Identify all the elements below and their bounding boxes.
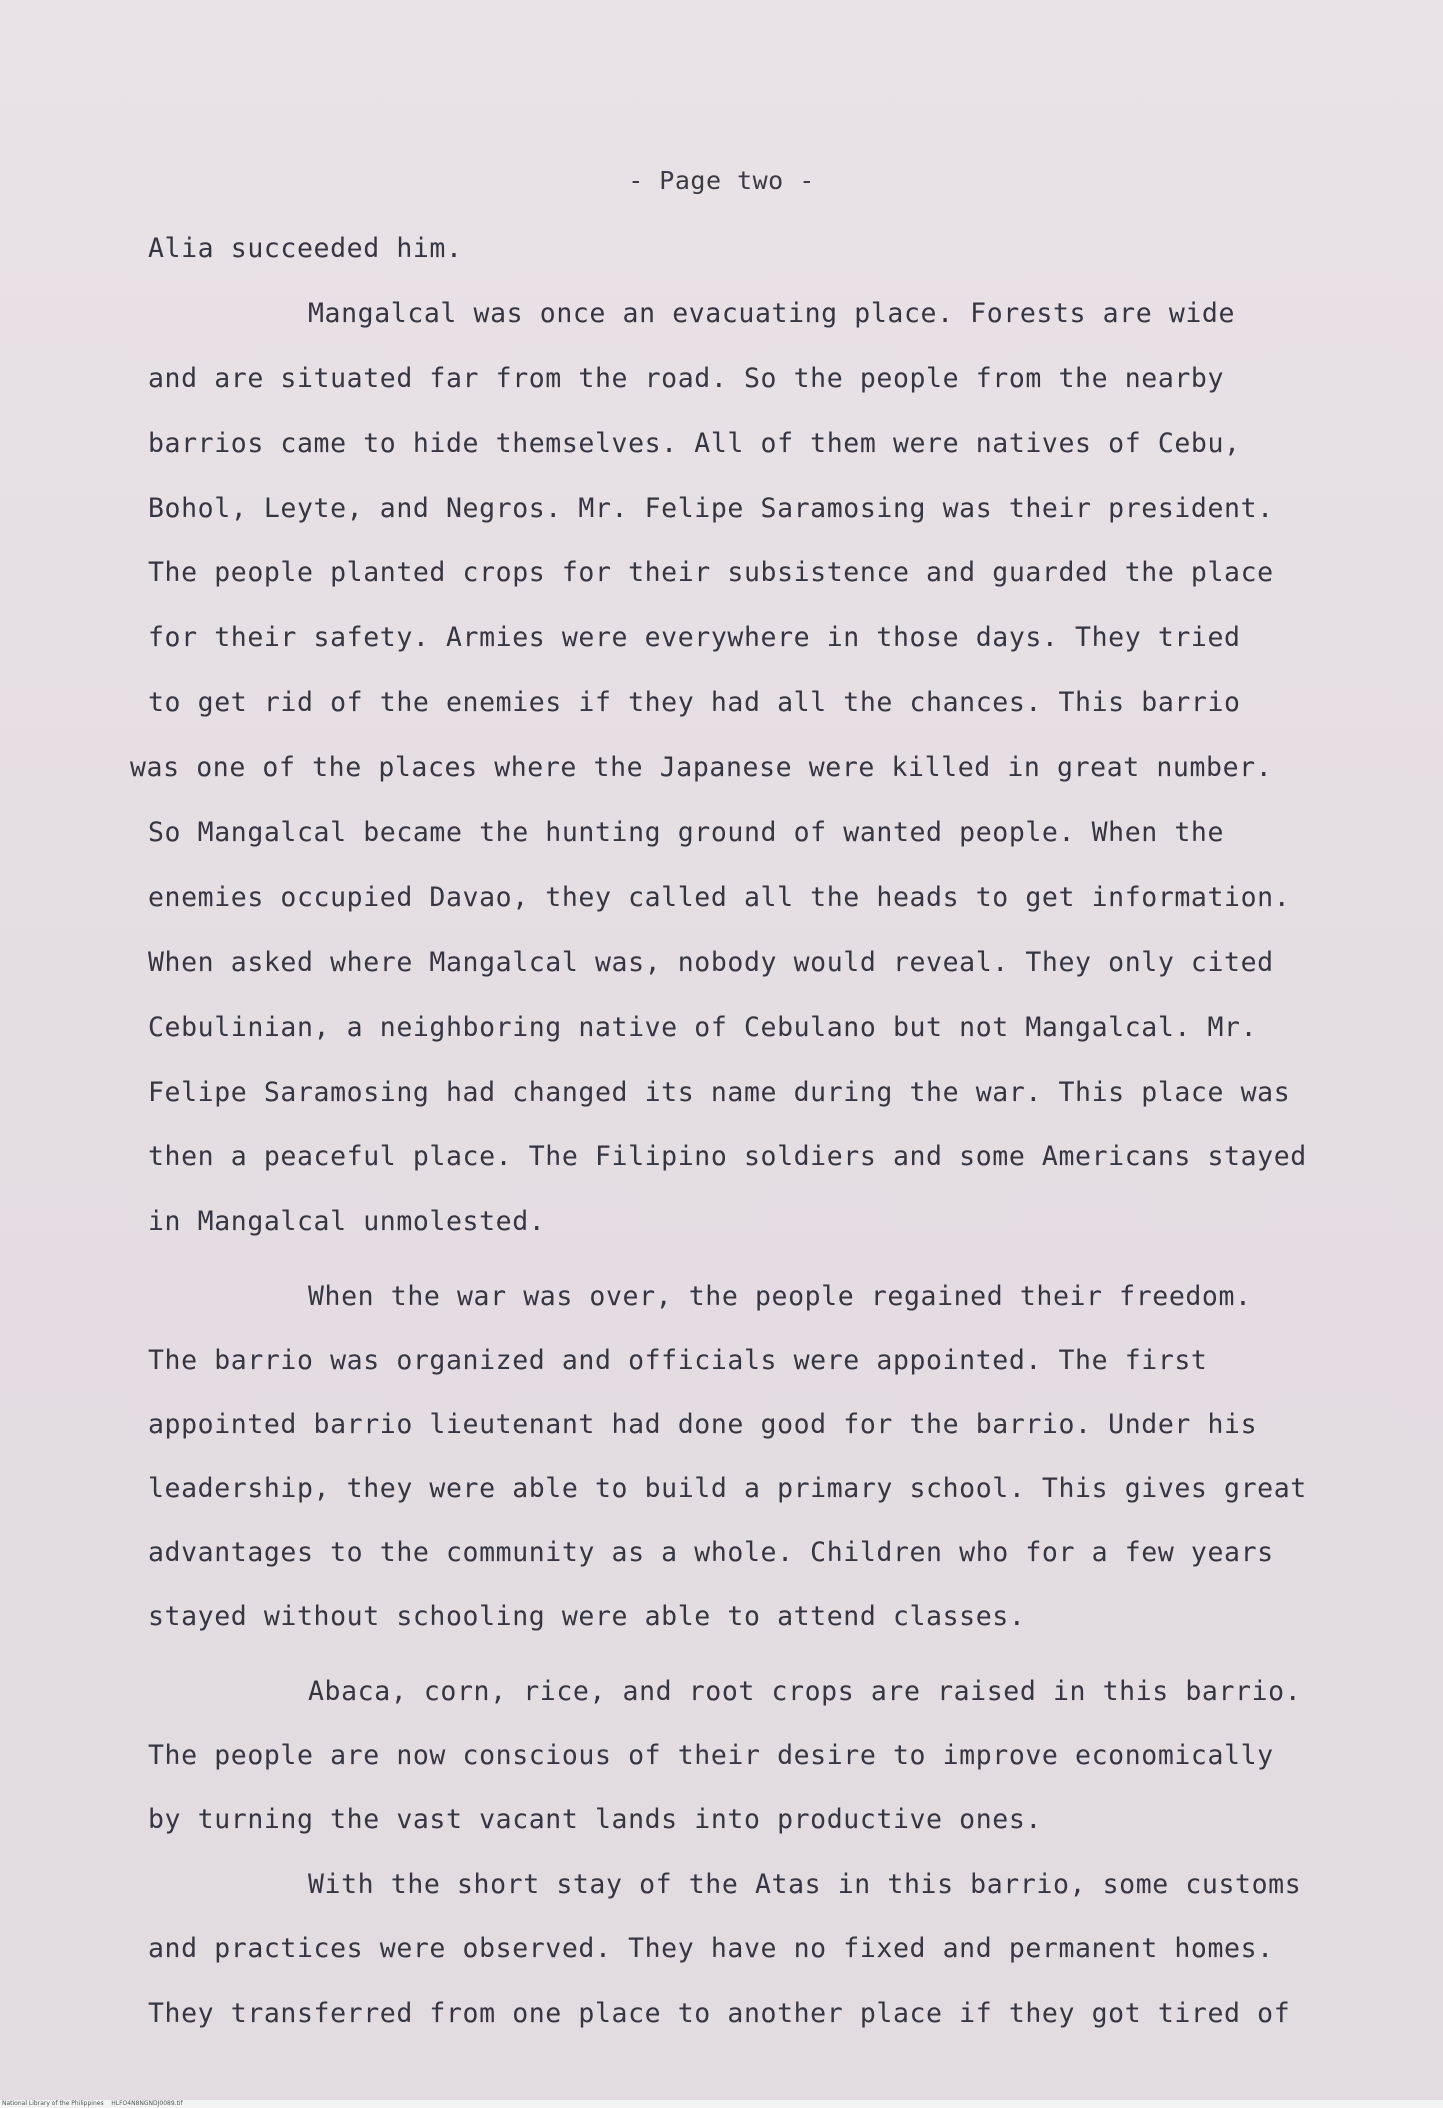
text-line: The people planted crops for their subsistence and guarded the place [148, 557, 1274, 588]
text-line: advantages to the community as a whole. Children who for a few years [148, 1537, 1274, 1568]
text-line: and are situated far from the road. So the people from the nearby [148, 363, 1225, 394]
text-line: When asked where Mangalcal was, nobody would reveal. They only cited [148, 947, 1274, 978]
text-line: leadership, they were able to build a primary school. This gives great [148, 1473, 1307, 1504]
text-line: When the war was over, the people regained their freedom. [308, 1281, 1252, 1312]
text-line: So Mangalcal became the hunting ground of wanted people. When the [148, 817, 1225, 848]
text-line: by turning the vast vacant lands into productive ones. [148, 1804, 1042, 1835]
text-line: and practices were observed. They have no fixed and permanent homes. [148, 1933, 1274, 1964]
text-line: in Mangalcal unmolested. [148, 1206, 546, 1237]
file-id: HLFO4N8NGNDJ0089.tif [111, 2100, 183, 2107]
text-line: The barrio was organized and officials were appointed. The first [148, 1345, 1208, 1376]
text-line: The people are now conscious of their desire to improve economically [148, 1740, 1274, 1771]
text-line: enemies occupied Davao, they called all the heads to get information. [148, 882, 1291, 913]
text-line: Mangalcal was once an evacuating place. Forests are wide [308, 298, 1236, 329]
text-line: for their safety. Armies were everywhere in those days. They tried [148, 622, 1241, 653]
text-line: Cebulinian, a neighboring native of Cebulano but not Mangalcal. Mr. [148, 1012, 1258, 1043]
text-line: appointed barrio lieutenant had done good for the barrio. Under his [148, 1409, 1258, 1440]
archive-footer [0, 2100, 1443, 2108]
text-line: Alia succeeded him. [148, 233, 463, 264]
text-line: to get rid of the enemies if they had all the chances. This barrio [148, 687, 1241, 718]
text-line: Felipe Saramosing had changed its name during the war. This place was [148, 1077, 1291, 1108]
text-line: With the short stay of the Atas in this barrio, some customs [308, 1869, 1302, 1900]
text-line: Bohol, Leyte, and Negros. Mr. Felipe Saramosing was their president. [148, 493, 1274, 524]
library-credit: National Library of the Philippines [2, 2100, 104, 2107]
text-line: then a peaceful place. The Filipino soldiers and some Americans stayed [148, 1141, 1307, 1172]
text-line: barrios came to hide themselves. All of them were natives of Cebu, [148, 428, 1241, 459]
text-line: stayed without schooling were able to attend classes. [148, 1601, 1026, 1632]
text-line: was one of the places where the Japanese were killed in great number. [130, 752, 1273, 783]
text-line: Abaca, corn, rice, and root crops are raised in this barrio. [308, 1676, 1302, 1707]
text-line: They transferred from one place to another place if they got tired of [148, 1998, 1291, 2029]
page-header: - Page two - [628, 166, 815, 195]
